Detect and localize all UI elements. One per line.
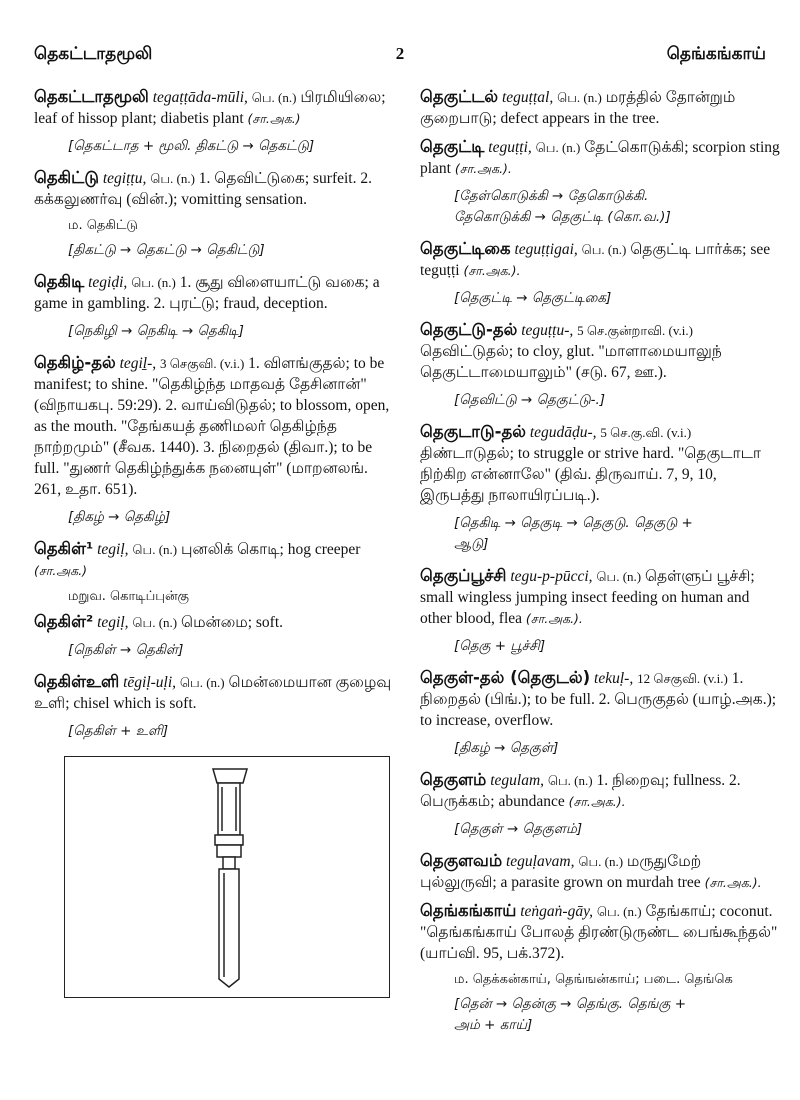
part-of-speech: பெ. (n.) [578,854,624,869]
etymology: [தெகிடி → தெகுடி → தெகுடு. தெகுடு + ஆடு] [454,515,693,552]
definition: தெள்ளுப் பூச்சி; small wingless jumping insect feeding on human and other blood, flea [420,568,755,627]
transliteration: tegiḷ, [97,541,129,558]
part-of-speech: 3 செகுவி. (v.i.) [160,356,245,371]
transliteration: tegiḻ-, [119,355,157,372]
dictionary-entry [420,421,780,506]
chisel-illustration [64,756,390,998]
etymology: [தேள்கொடுக்கி → தேகொடுக்கி. தேகொடுக்கி → தெகுட்டி (கொ.வ.)] [454,188,671,225]
definition: 1. தெவிட்டுகை; surfeit. 2. கக்கலுணர்வு (வின்.); vomitting sensation. [34,170,372,208]
dictionary-entry [420,238,780,281]
dictionary-entry [420,319,780,383]
headword: தெகிடி [34,272,85,291]
headword: தெகிள்உளி [34,672,120,691]
etymology: [தெகுள் → தெகுளம்] [454,821,583,837]
transliteration: tegudāḍu-, [529,424,597,441]
headword: தெகிள்¹ [34,539,94,558]
dictionary-entry [34,271,394,314]
part-of-speech: பெ. (n.) [179,675,225,690]
dictionary-entry [420,86,780,129]
part-of-speech: பெ. (n.) [251,90,297,105]
etymology: [நெகிள் → தெகிள்] [68,642,184,658]
headword: தெகிட்டு [34,168,99,187]
part-of-speech: பெ. (n.) [596,569,642,584]
part-of-speech: பெ. (n.) [535,140,581,155]
etymology: [தெகட்டாத + மூலி. திகட்டு → தெகட்டு] [68,138,315,154]
definition: மென்மையான குழைவு உளி; chisel which is soft. [34,674,392,712]
definition: பிரமியிலை; leaf of hissop plant; diabetis plant [34,89,386,127]
source-citation: (சா.அக.). [454,161,512,176]
etymology: [தெகிள் + உளி] [68,723,169,739]
dictionary-entry [420,769,780,812]
dictionary-entry [34,86,394,129]
transliteration: tēgiḷ-uḷi, [123,674,177,691]
part-of-speech: பெ. (n.) [581,242,627,257]
cognate-note: ம. தெக்கன்காய், தெங்ஙன்காய்; படை. தெங்கெ [454,972,733,987]
dictionary-entry [420,565,780,629]
part-of-speech: பெ. (n.) [132,615,178,630]
etymology: [திகட்டு → தெகட்டு → தெகிட்டு] [68,242,265,258]
headword: தெகுட்டல் [420,87,499,106]
source-citation: (சா.அக.). [568,794,626,809]
part-of-speech: பெ. (n.) [596,904,642,919]
dictionary-entry [420,850,780,893]
definition: தெகுட்டி பார்க்க; see teguṭṭi [420,241,771,279]
headword: தெகுட்டு-தல் [420,320,518,339]
dictionary-entry [34,167,394,210]
transliteration: teṅgaṅ-gāy, [520,903,593,920]
chisel-icon [65,757,391,999]
dictionary-entry [34,671,394,714]
headword: தெகுட்டி [420,137,485,156]
headword: தெகுள்-தல் (தெகுடல்) [420,668,591,687]
running-header-left: தெகட்டாதமூலி [34,44,153,63]
part-of-speech: பெ. (n.) [131,275,176,290]
definition: 1. விளங்குதல்; to be manifest; to shine. "தெகிழ்ந்த மாதவத் தேசினான்" (விநாயகபு. 59:29). 2. வாய்விடுதல்; to blossom, open, as the mouth. "தேங்கயத் தணிமலர் தெகிழ்ந்த நாற்றமும்" (சீவக. 1440). 3. நிறைதல் (திவா.); to be full. "துணர் தெகிழ்ந்துக்க நனையுள்" (மாறனலங். 261, உதா. 651). [34,355,390,498]
right-column [420,86,780,1046]
transliteration: tegiḍi, [88,274,128,291]
transliteration: teguṭṭigai, [514,241,578,258]
part-of-speech: பெ. (n.) [547,773,593,788]
etymology: [திகழ் → தெகுள்] [454,740,559,756]
dictionary-entry [420,136,780,179]
definition: 1. நிறைவு; fullness. 2. பெருக்கம்; abundance [420,772,741,810]
etymology: [திகழ் → தெகிழ்] [68,509,171,525]
dictionary-entry [34,611,394,633]
headword: தெகட்டாதமூலி [34,87,149,106]
dictionary-entry [420,900,780,964]
transliteration: teguḷavam, [506,853,575,870]
headword: தெங்கங்காய் [420,901,517,920]
headword: தெகுப்பூச்சி [420,566,507,585]
part-of-speech: பெ. (n.) [150,171,195,186]
definition: தெவிட்டுதல்; to cloy, glut. "மாளாமையாலுந் தெகுட்டாமையாலும்" (சடு. 67, ஊ.). [420,343,722,381]
transliteration: tegu-p-pūcci, [510,568,593,585]
transliteration: teguṭṭi, [488,139,532,156]
headword: தெகுளவம் [420,851,503,870]
transliteration: tegaṭṭāda-mūli, [152,89,248,106]
headword: தெகுட்டிகை [420,239,511,258]
headword: தெகுளம் [420,770,487,789]
left-column [34,86,394,998]
definition: தேங்காய்; coconut. "தெங்கங்காய் போலத் திரண்டுருண்ட பைங்கூந்தல்" (யாப்வி. 95, பக்.372). [420,903,778,962]
part-of-speech: பெ. (n.) [132,542,178,557]
running-header-right: தெங்கங்காய் [666,44,766,63]
part-of-speech: 12 செகுவி. (v.i.) [637,671,728,686]
definition: மென்மை; soft. [181,614,284,631]
headword: தெகுடாடு-தல் [420,422,526,441]
etymology: [தெகுட்டி → தெகுட்டிகை] [454,290,612,306]
source-citation: (சா.அக.). [525,611,583,626]
source-citation: (சா.அக.). [463,263,521,278]
part-of-speech: பெ. (n.) [557,90,602,105]
definition: மரத்தில் தோன்றும் குறைபாடு; defect appears in the tree. [420,89,736,127]
transliteration: teguṭṭal, [502,89,554,106]
page-number: 2 [395,44,405,63]
definition: 1. சூது விளையாட்டு வகை; a game in gambling. 2. புரட்டு; fraud, deception. [34,274,380,312]
definition: 1. நிறைதல் (பிங்.); to be full. 2. பெருகுதல் (யாழ்.அக.); to increase, overflow. [420,670,777,729]
transliteration: tegiḷ, [97,614,129,631]
etymology: [தென் → தென்கு → தெங்கு. தெங்கு + அம் + காய்] [454,996,687,1033]
etymology: [தெகு + பூச்சி] [454,638,546,654]
definition: மருதுமேற் புல்லுருவி; a parasite grown on murdah tree [420,853,702,891]
headword: தெகிழ்-தல் [34,353,116,372]
definition: புனலிக் கொடி; hog creeper [181,541,361,558]
transliteration: teguṭṭu-, [521,322,574,339]
definition: திண்டாடுதல்; to struggle or strive hard. "தெகுடாடா நிற்கிற என்னாலே" (திவ். திருவாய். 7, 9, 10, இருபத்து நாலாயிரப்படி.). [420,445,762,504]
dictionary-entry [34,352,394,500]
source-citation: (சா.அக.). [704,875,762,890]
dictionary-entry [420,667,780,731]
transliteration: tegiṭṭu, [102,170,147,187]
cognate-note: ம. தெகிட்டு [68,218,138,233]
definition: தேட்கொடுக்கி; scorpion sting plant [420,139,780,177]
part-of-speech: 5 செ.கு.வி. (v.i.) [600,425,692,440]
source-citation: (சா.அக.) [34,563,88,578]
dictionary-entry [34,538,394,581]
cognate-note: மறுவ. கொடிப்புன்கு [68,589,190,604]
etymology: [தெவிட்டு → தெகுட்டு-.] [454,392,606,408]
transliteration: tegulam, [490,772,545,789]
transliteration: tekuḷ-, [594,670,634,687]
part-of-speech: 5 செ.குன்றாவி. (v.i.) [577,323,693,338]
etymology: [நெகிழி → நெகிடி → தெகிடி] [68,323,244,339]
source-citation: (சா.அக.) [247,111,301,126]
headword: தெகிள்² [34,612,94,631]
